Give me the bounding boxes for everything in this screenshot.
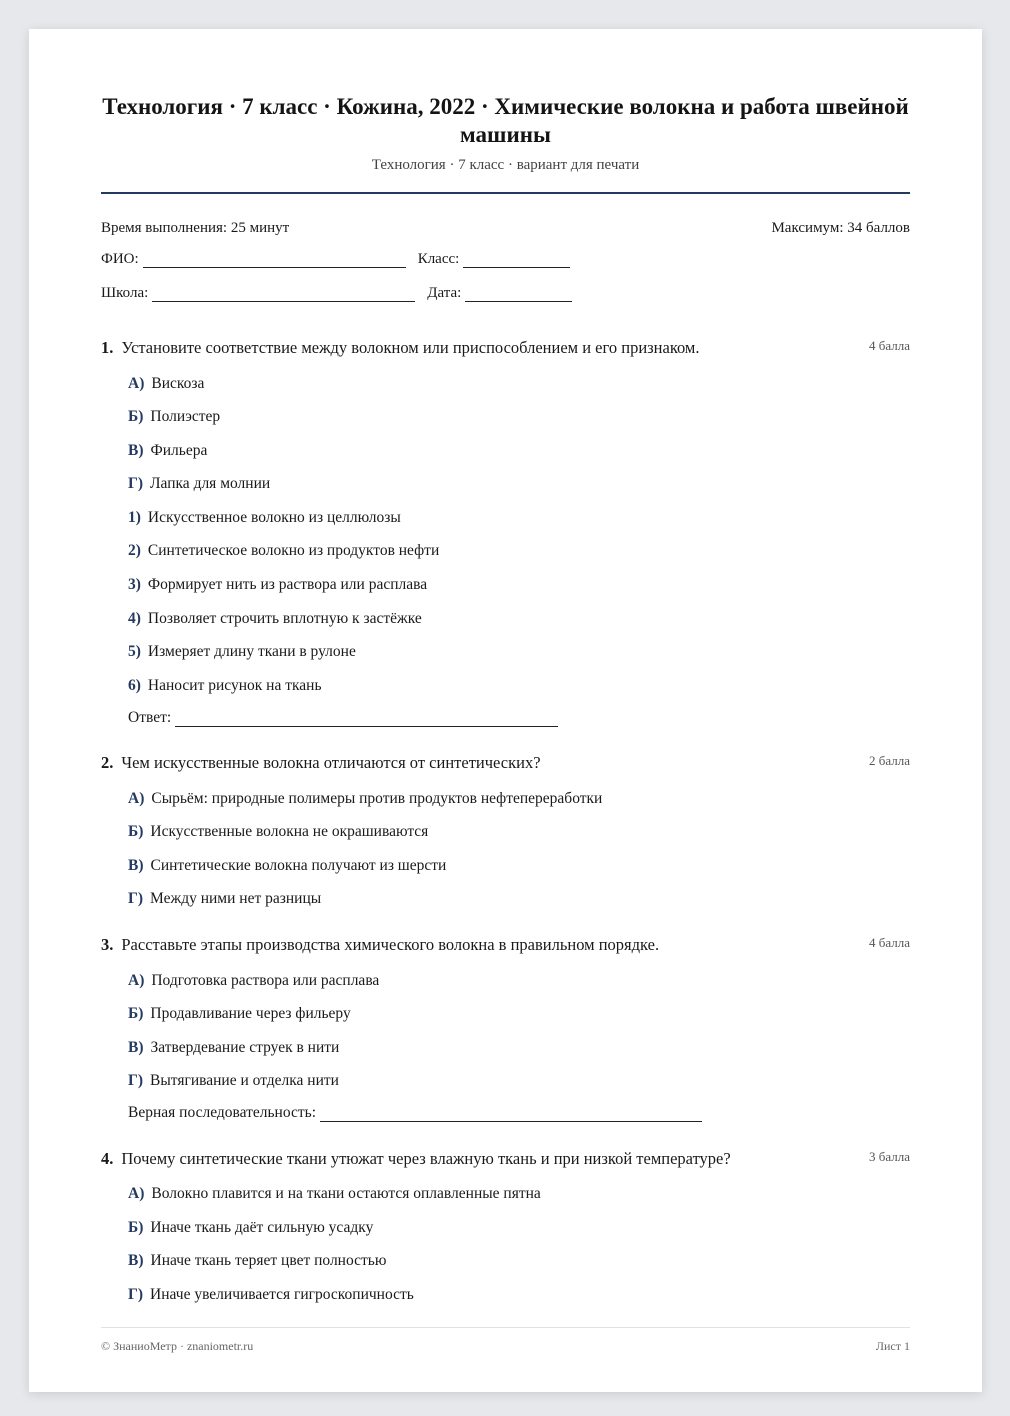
option-item[interactable]: Г) Лапка для молнии <box>128 475 271 492</box>
worksheet-page <box>29 29 982 1392</box>
match-item[interactable]: 5) Измеряет длину ткани в рулоне <box>128 643 356 660</box>
page-subtitle: Технология · 7 класс · вариант для печати <box>371 157 640 173</box>
question-text: Расставьте этапы производства химического волокна в правильном порядке. <box>121 935 660 954</box>
option-item[interactable]: Б) Иначе ткань даёт сильную усадку <box>128 1219 374 1236</box>
answer-field[interactable] <box>320 1105 702 1122</box>
fio-class-row <box>101 251 574 268</box>
match-item[interactable]: 6) Наносит рисунок на ткань <box>128 677 322 694</box>
school-field[interactable] <box>152 285 415 302</box>
option-item[interactable]: В) Иначе ткань теряет цвет полностью <box>128 1252 387 1269</box>
question-points: 4 балла <box>869 935 910 950</box>
option-item[interactable]: В) Затвердевание струек в нити <box>128 1039 340 1056</box>
option-item[interactable]: Г) Иначе увеличивается гигроскопичность <box>128 1286 414 1303</box>
question-text: Чем искусственные волокна отличаются от синтетических? <box>121 753 541 772</box>
question-1 <box>101 337 910 726</box>
option-item[interactable]: А) Сырьём: природные полимеры против продуктов нефтепереработки <box>128 790 603 807</box>
match-item[interactable]: 2) Синтетическое волокно из продуктов нефти <box>128 542 440 559</box>
question-points: 3 балла <box>869 1149 910 1164</box>
page-title: Технология · 7 класс · Кожина, 2022 · Химические волокна и работа швейной машины <box>102 94 909 147</box>
option-item[interactable]: А) Волокно плавится и на ткани остаются оплавленные пятна <box>128 1185 541 1202</box>
class-field[interactable] <box>463 251 570 268</box>
fio-label: ФИО: <box>101 251 139 267</box>
question-number: 2. <box>101 753 114 772</box>
answer-row <box>128 709 562 727</box>
option-item[interactable]: А) Вискоза <box>128 375 205 392</box>
school-label: Школа: <box>101 285 149 301</box>
answer-label: Верная последовательность: <box>128 1104 317 1121</box>
school-date-row <box>101 285 576 302</box>
date-label: Дата: <box>427 285 462 301</box>
footer-divider <box>101 1327 910 1328</box>
date-field[interactable] <box>465 285 572 302</box>
question-3 <box>101 934 910 1121</box>
option-item[interactable]: Б) Искусственные волокна не окрашиваются <box>128 823 429 840</box>
option-item[interactable]: В) Фильера <box>128 442 208 459</box>
question-text: Почему синтетические ткани утюжат через влажную ткань и при низкой температуре? <box>121 1149 731 1168</box>
answer-field[interactable] <box>175 710 558 727</box>
option-item[interactable]: Г) Между ними нет разницы <box>128 890 322 907</box>
option-item[interactable]: Г) Вытягивание и отделка нити <box>128 1072 339 1089</box>
question-number: 3. <box>101 935 114 954</box>
answer-label: Ответ: <box>128 709 172 726</box>
question-number: 1. <box>101 338 114 357</box>
fio-field[interactable] <box>143 251 406 268</box>
footer-sheet-number: Лист 1 <box>875 1339 910 1353</box>
option-item[interactable]: А) Подготовка раствора или расплава <box>128 972 380 989</box>
match-item[interactable]: 3) Формирует нить из раствора или расплава <box>128 576 428 593</box>
answer-row <box>128 1104 706 1122</box>
option-item[interactable]: Б) Продавливание через фильеру <box>128 1005 351 1022</box>
footer-copyright: © ЗнаниоМетр · znaniometr.ru <box>101 1339 254 1353</box>
match-item[interactable]: 1) Искусственное волокно из целлюлозы <box>128 509 401 526</box>
option-item[interactable]: Б) Полиэстер <box>128 408 221 425</box>
question-4 <box>101 1148 910 1303</box>
question-number: 4. <box>101 1149 114 1168</box>
class-label: Класс: <box>417 251 460 267</box>
max-score: Максимум: 34 баллов <box>771 220 910 236</box>
question-points: 2 балла <box>869 753 910 768</box>
option-item[interactable]: В) Синтетические волокна получают из шерсти <box>128 857 447 874</box>
header-divider <box>101 192 910 194</box>
time-limit: Время выполнения: 25 минут <box>101 220 290 236</box>
question-text: Установите соответствие между волокном или приспособлением и его признаком. <box>121 338 700 357</box>
question-points: 4 балла <box>869 338 910 353</box>
question-2 <box>101 752 910 907</box>
match-item[interactable]: 4) Позволяет строчить вплотную к застёжке <box>128 610 422 627</box>
